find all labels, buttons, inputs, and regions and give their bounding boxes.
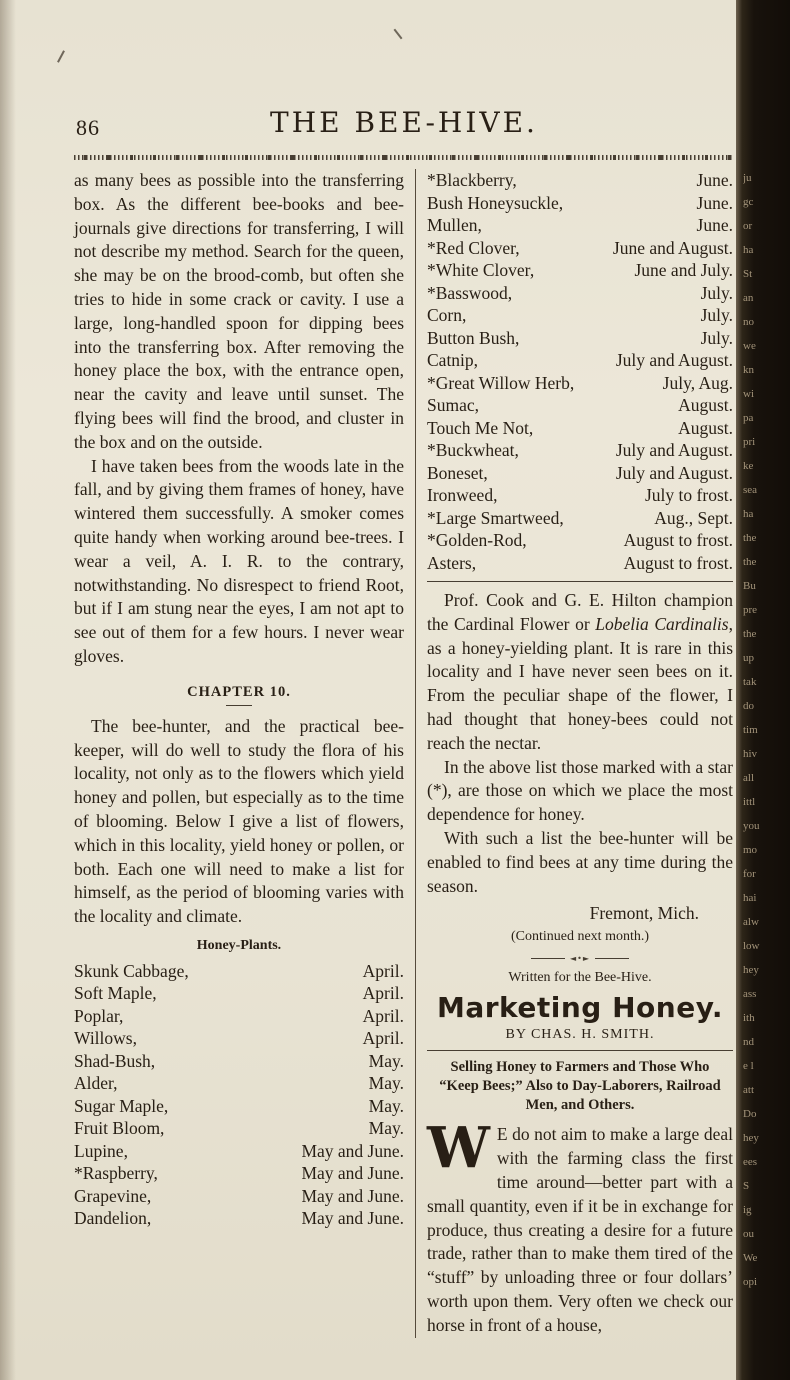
plant-row bbox=[74, 982, 404, 1005]
plant-bloom-time: June. bbox=[696, 170, 733, 190]
edge-text-fragment: no bbox=[743, 316, 754, 328]
edge-text-fragment: opi bbox=[743, 1276, 758, 1288]
edge-text-fragment: alw bbox=[743, 916, 759, 928]
plant-row bbox=[74, 1005, 404, 1028]
plant-name: Asters, bbox=[427, 552, 477, 573]
edge-text-fragment: ith bbox=[743, 1012, 755, 1024]
plants-heading: Honey-Plants. bbox=[196, 937, 282, 953]
paragraph: as many bees as possible into the transferring box. As the different bee-books and bee-journals give directions for transferring, I will not describe my method. Search for the queen, she may be on the brood-comb, but often she tries to hide in some crack or cavity. I use a large, long-handled spoon for dipping bees into the transferring box. After removing the honey place the box, with the entrance open, near the cavity and leave until sunset. The flying bees will find the brood, and cluster in the box and on the outside. bbox=[74, 170, 404, 452]
plant-bloom-time: April. bbox=[362, 1028, 404, 1049]
edge-text-fragment: up bbox=[743, 652, 754, 664]
plant-name: Mullen, bbox=[427, 215, 482, 235]
article-title: Marketing Honey. bbox=[436, 991, 724, 1025]
plant-bloom-time: June. bbox=[696, 192, 733, 213]
plant-bloom-time: July and August. bbox=[615, 462, 733, 483]
plant-row bbox=[74, 1050, 404, 1073]
edge-text-fragment: e l bbox=[743, 1060, 754, 1072]
page-number: 86 bbox=[76, 115, 100, 140]
pen-mark bbox=[394, 29, 403, 40]
plant-row bbox=[74, 1207, 404, 1230]
edge-text-fragment: att bbox=[743, 1084, 754, 1096]
edge-text-fragment: wi bbox=[743, 388, 754, 400]
edge-text-fragment: ha bbox=[743, 508, 754, 520]
paragraph: In the above list those marked with a star (*), are those on which we place the most dependence for honey. bbox=[427, 756, 733, 825]
plant-row bbox=[427, 372, 733, 395]
plant-name: Sumac, bbox=[427, 395, 480, 415]
ornament-line bbox=[531, 958, 565, 959]
left-column bbox=[74, 169, 415, 1338]
right-column bbox=[416, 169, 733, 1338]
edge-text-fragment: the bbox=[743, 532, 757, 544]
edge-text-fragment: pre bbox=[743, 604, 758, 616]
plant-bloom-time: July and August. bbox=[615, 440, 733, 460]
edge-text-fragment: nd bbox=[743, 1036, 754, 1048]
edge-text-fragment: ittl bbox=[743, 796, 756, 808]
plant-bloom-time: May. bbox=[368, 1050, 404, 1071]
decorative-rule bbox=[74, 155, 734, 160]
paragraph: I have taken bees from the woods late in the fall, and by giving them frames of honey, have wintered them successfully. A smoker comes quite handy when working around bee-trees. I wear a veil, A. I. R. to the contrary, notwithstanding. No disrespect to friend Root, but if I am stung near the eyes, I am not apt to see out of them for a few hours. I never wear gloves. bbox=[74, 455, 404, 666]
plant-bloom-time: May. bbox=[368, 1095, 404, 1116]
edge-text-fragment: ass bbox=[743, 988, 757, 1000]
plant-bloom-time: May and June. bbox=[301, 1185, 404, 1206]
ornament-line bbox=[595, 958, 629, 959]
next-page-edge bbox=[736, 0, 790, 1380]
plant-bloom-time: July to frost. bbox=[645, 485, 733, 505]
plant-name: Willows, bbox=[74, 1028, 137, 1049]
plant-name: *Buckwheat, bbox=[427, 440, 519, 460]
byline-rule bbox=[427, 1050, 733, 1051]
edge-text-fragment: ke bbox=[743, 460, 754, 472]
edge-text-fragment: ou bbox=[743, 1228, 754, 1240]
plant-name: *White Clover, bbox=[427, 260, 535, 280]
plant-name: *Great Willow Herb, bbox=[427, 372, 575, 393]
plant-name: *Raspberry, bbox=[74, 1163, 158, 1184]
plant-row bbox=[427, 282, 733, 305]
plant-row bbox=[74, 1140, 404, 1163]
signature: Fremont, Mich. bbox=[589, 903, 699, 924]
edge-text-fragment: pri bbox=[743, 436, 756, 448]
plant-bloom-time: July, Aug. bbox=[662, 372, 733, 393]
paragraph bbox=[427, 1115, 733, 1337]
plant-bloom-time: July. bbox=[700, 282, 733, 303]
plant-name: *Blackberry, bbox=[427, 170, 517, 190]
plant-bloom-time: May and June. bbox=[301, 1163, 404, 1184]
paragraph bbox=[427, 589, 733, 756]
plant-row bbox=[427, 552, 733, 575]
edge-text-fragment: sea bbox=[743, 484, 758, 496]
plant-row bbox=[427, 507, 733, 530]
plant-name: *Red Clover, bbox=[427, 237, 520, 258]
edge-text-fragment: S bbox=[743, 1180, 750, 1192]
edge-text-fragment: hey bbox=[743, 1132, 759, 1144]
plant-name: Alder, bbox=[74, 1073, 118, 1094]
edge-text-fragment: kn bbox=[743, 364, 754, 376]
edge-text-fragment: or bbox=[743, 220, 753, 232]
edge-text-fragment: we bbox=[743, 340, 756, 352]
arrows-icon: ◄•► bbox=[569, 954, 591, 964]
plant-name: Boneset, bbox=[427, 462, 488, 483]
plant-name: Poplar, bbox=[74, 1005, 124, 1026]
plant-bloom-time: April. bbox=[362, 960, 404, 981]
plant-name: Shad-Bush, bbox=[74, 1050, 156, 1071]
plant-row bbox=[427, 192, 733, 215]
paragraph: The bee-hunter, and the practical bee-keeper, will do well to study the flora of his locality, not only as to the flowers which yield honey and pollen, but especially as to the time of blooming. Below I give a list of flowers, which in this locality, yield honey or pollen, or both. Each one will need to make a list for himself, as the period of blooming varies with the locality and climate. bbox=[74, 715, 404, 927]
edge-text-fragment: ha bbox=[743, 244, 754, 256]
edge-text-fragment: ju bbox=[743, 172, 752, 184]
edge-text-fragment: St bbox=[743, 268, 753, 280]
plant-name: Lupine, bbox=[74, 1140, 128, 1161]
plant-row bbox=[427, 529, 733, 552]
edge-text-fragment: ig bbox=[743, 1204, 752, 1216]
plant-name: Corn, bbox=[427, 305, 467, 325]
plant-bloom-time: May. bbox=[368, 1073, 404, 1094]
edge-text-fragment: an bbox=[743, 292, 754, 304]
plant-row bbox=[74, 960, 404, 983]
plant-name: Touch Me Not, bbox=[427, 417, 534, 438]
plant-name: Button Bush, bbox=[427, 327, 520, 348]
plant-row bbox=[74, 1185, 404, 1208]
plant-bloom-time: July and August. bbox=[615, 350, 733, 370]
plant-bloom-time: June and July. bbox=[634, 260, 733, 280]
plant-row bbox=[427, 169, 733, 192]
plant-name: Skunk Cabbage, bbox=[74, 960, 189, 981]
drop-cap: W bbox=[427, 1115, 490, 1182]
edge-text-fragment: Bu bbox=[743, 580, 756, 592]
plant-bloom-time: April. bbox=[362, 1005, 404, 1026]
edge-text-fragment: gc bbox=[743, 196, 754, 208]
edge-text-fragment: mo bbox=[743, 844, 758, 856]
plant-name: Sugar Maple, bbox=[74, 1095, 169, 1116]
page-content bbox=[74, 106, 734, 1338]
journal-title: THE BEE-HIVE. bbox=[270, 106, 538, 139]
plant-name: Ironweed, bbox=[427, 485, 498, 505]
byline: BY CHAS. H. SMITH. bbox=[505, 1027, 655, 1043]
plant-row bbox=[427, 259, 733, 282]
plant-row bbox=[427, 462, 733, 485]
edge-text-fragment: We bbox=[743, 1252, 758, 1264]
edge-text-fragment: all bbox=[743, 772, 754, 784]
plant-row bbox=[427, 214, 733, 237]
two-column-layout bbox=[74, 169, 734, 1338]
plant-row bbox=[427, 417, 733, 440]
plant-name: *Golden-Rod, bbox=[427, 530, 527, 550]
plant-row bbox=[427, 327, 733, 350]
article-subhead: Selling Honey to Farmers and Those Who “Keep Bees;” Also to Day-Laborers, Railroad Men, and Others. bbox=[439, 1059, 721, 1114]
chapter-heading-rule bbox=[226, 705, 252, 706]
edge-text-fragment: Do bbox=[743, 1108, 757, 1120]
pen-mark bbox=[57, 50, 65, 62]
edge-text-fragment: ees bbox=[743, 1156, 758, 1168]
plant-bloom-time: May and June. bbox=[301, 1208, 404, 1229]
edge-text-fragment: hai bbox=[743, 892, 757, 904]
plant-bloom-time: August. bbox=[678, 417, 733, 438]
section-rule bbox=[427, 581, 733, 582]
plant-bloom-time: June and August. bbox=[612, 237, 733, 258]
plant-row bbox=[74, 1095, 404, 1118]
plant-row bbox=[427, 304, 733, 327]
edge-text-fragment: hiv bbox=[743, 748, 758, 760]
plant-bloom-time: June. bbox=[696, 215, 733, 235]
edge-text-fragment: the bbox=[743, 556, 757, 568]
plant-bloom-time: July. bbox=[700, 327, 733, 348]
plant-name: *Basswood, bbox=[427, 282, 513, 303]
plant-bloom-time: April. bbox=[362, 983, 404, 1004]
continued-note: (Continued next month.) bbox=[510, 929, 650, 945]
paragraph-text: E do not aim to make a large deal with the farming class the first time around—better part with a small quantity, even if it be in exchange for produce, thus creating a desire for a future trade, rather than to make them tired of the “stuff” by unloading three or four dollars’ worth upon them. Very often we check our horse in front of a house, bbox=[427, 1124, 733, 1335]
plant-bloom-time: August. bbox=[678, 395, 733, 415]
plant-name: Dandelion, bbox=[74, 1208, 152, 1229]
latin-plant-name: Lobelia Cardinalis bbox=[595, 613, 729, 634]
plant-row bbox=[427, 394, 733, 417]
plant-row bbox=[74, 1072, 404, 1095]
plant-row bbox=[74, 1162, 404, 1185]
chapter-heading bbox=[74, 684, 404, 706]
plant-bloom-time: August to frost. bbox=[623, 552, 733, 573]
plant-name: *Large Smartweed, bbox=[427, 507, 564, 528]
plant-name: Fruit Bloom, bbox=[74, 1118, 165, 1139]
page-header bbox=[74, 106, 734, 146]
plant-bloom-time: July. bbox=[700, 305, 733, 325]
paragraph-text: Prof. Cook and G. E. Hilton champion the Cardinal Flower or bbox=[427, 590, 733, 634]
edge-text-fragment: hey bbox=[743, 964, 759, 976]
paragraph-text: , as a honey-yielding plant. It is rare in this locality and I have never seen bees on it. From the peculiar shape of the flower, I had thought that honey-bees could not reach the nectar. bbox=[427, 613, 733, 753]
edge-text-fragment: pa bbox=[743, 412, 754, 424]
edge-text-fragments bbox=[736, 0, 790, 1294]
plant-list bbox=[74, 960, 404, 1230]
plant-row bbox=[74, 1027, 404, 1050]
chapter-heading-text: CHAPTER 10. bbox=[187, 683, 291, 700]
written-for-note: Written for the Bee-Hive. bbox=[508, 970, 652, 986]
edge-text-fragment: for bbox=[743, 868, 756, 880]
plant-name: Catnip, bbox=[427, 350, 479, 370]
plant-row bbox=[427, 349, 733, 372]
edge-text-fragment: you bbox=[743, 820, 760, 832]
plant-name: Grapevine, bbox=[74, 1185, 152, 1206]
plant-bloom-time: Aug., Sept. bbox=[654, 507, 733, 528]
plant-bloom-time: August to frost. bbox=[623, 530, 733, 550]
plant-row bbox=[427, 237, 733, 260]
plant-list bbox=[427, 169, 733, 574]
plant-bloom-time: May and June. bbox=[301, 1140, 404, 1161]
plant-name: Soft Maple, bbox=[74, 983, 157, 1004]
edge-text-fragment: tak bbox=[743, 676, 757, 688]
edge-text-fragment: tim bbox=[743, 724, 758, 736]
plant-row bbox=[427, 484, 733, 507]
edge-text-fragment: low bbox=[743, 940, 760, 952]
paragraph: With such a list the bee-hunter will be enabled to find bees at any time during the season. bbox=[427, 827, 733, 896]
edge-text-fragment: the bbox=[743, 628, 757, 640]
plant-row bbox=[427, 439, 733, 462]
edge-text-fragment: do bbox=[743, 700, 754, 712]
plant-row bbox=[74, 1117, 404, 1140]
section-divider-ornament bbox=[427, 954, 733, 963]
plant-name: Bush Honeysuckle, bbox=[427, 192, 564, 213]
plant-bloom-time: May. bbox=[368, 1118, 404, 1139]
